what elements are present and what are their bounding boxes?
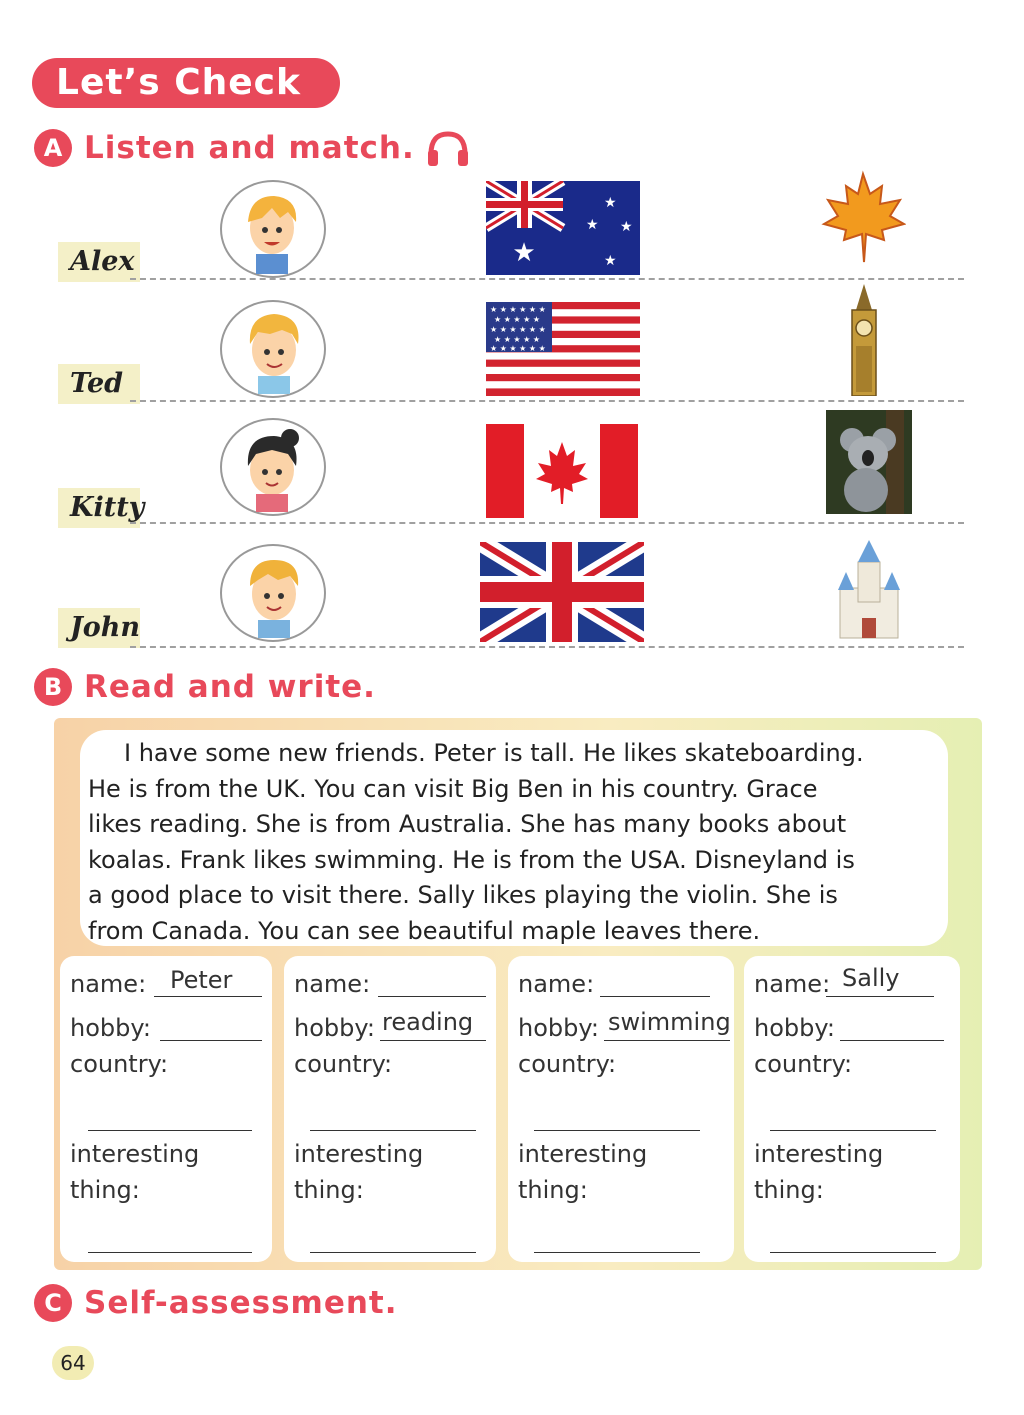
country-label: country: (294, 1050, 393, 1078)
svg-text:★ ★ ★ ★ ★ ★: ★ ★ ★ ★ ★ ★ (490, 344, 546, 353)
page-number: 64 (52, 1346, 94, 1380)
svg-text:★ ★ ★ ★ ★: ★ ★ ★ ★ ★ (494, 315, 541, 324)
name-tag-alex: Alex (58, 242, 140, 282)
hobby-label: hobby: (754, 1014, 835, 1042)
friend-card-4 (744, 956, 960, 1262)
svg-text:★: ★ (604, 195, 617, 211)
svg-text:★: ★ (586, 217, 599, 233)
usa-flag-icon[interactable] (486, 302, 640, 396)
match-row-divider (130, 646, 964, 648)
passage-line: from Canada. You can see beautiful maple leaves there. (88, 916, 761, 945)
interesting-thing-label-2: thing: (70, 1176, 140, 1204)
country-label: country: (70, 1050, 169, 1078)
name-label: name: (294, 970, 371, 998)
name-tag-ted: Ted (58, 364, 140, 404)
name-value[interactable]: Sally (842, 964, 900, 992)
friend-card-1 (60, 956, 272, 1262)
interesting-thing-label-2: thing: (754, 1176, 824, 1204)
name-label: name: (518, 970, 595, 998)
name-label: name: (70, 970, 147, 998)
section-a-heading (34, 128, 471, 168)
match-row-divider (130, 278, 964, 280)
passage-line: He is from the UK. You can visit Big Ben in his country. Grace (88, 774, 818, 803)
passage-line: a good place to visit there. Sally likes playing the violin. She is (88, 881, 838, 909)
hobby-answer-line[interactable] (160, 1040, 262, 1041)
name-answer-line[interactable] (154, 996, 262, 997)
section-a-letter: A (34, 129, 72, 167)
interesting-thing-label: interesting (754, 1140, 884, 1168)
section-a-title: Listen and match. (84, 130, 415, 166)
boy-avatar-ted (220, 300, 326, 398)
interesting-thing-label: interesting (294, 1140, 424, 1168)
thing-answer-line[interactable] (88, 1252, 252, 1253)
country-answer-line[interactable] (534, 1130, 700, 1131)
headphones-icon[interactable] (425, 128, 471, 168)
svg-text:★: ★ (512, 238, 536, 268)
country-answer-line[interactable] (88, 1130, 252, 1131)
name-tag-john: John (58, 608, 140, 648)
section-b-heading (34, 668, 376, 706)
canada-flag-icon[interactable] (486, 424, 638, 518)
hobby-value[interactable]: reading (382, 1008, 474, 1036)
friend-card-3 (508, 956, 734, 1262)
match-row-divider (130, 522, 964, 524)
interesting-thing-label: interesting (518, 1140, 648, 1168)
interesting-thing-label: interesting (70, 1140, 200, 1168)
australia-flag-icon[interactable] (486, 181, 640, 275)
section-b-title: Read and write. (84, 669, 376, 705)
section-c-letter: C (34, 1284, 72, 1322)
uk-flag-icon[interactable] (480, 542, 644, 642)
name-answer-line[interactable] (378, 996, 486, 997)
name-answer-line[interactable] (600, 996, 710, 997)
country-label: country: (518, 1050, 617, 1078)
boy-avatar-alex (220, 180, 326, 278)
name-value[interactable]: Peter (170, 966, 233, 994)
passage-line: I have some new friends. Peter is tall. He likes skateboarding. (124, 739, 864, 767)
interesting-thing-label-2: thing: (294, 1176, 364, 1204)
maple-leaf-icon[interactable] (820, 170, 906, 264)
boy-avatar-john (220, 544, 326, 642)
hobby-value[interactable]: swimming (608, 1008, 731, 1036)
section-c-title: Self-assessment. (84, 1285, 398, 1321)
name-answer-line[interactable] (826, 996, 934, 997)
name-label: name: (754, 970, 831, 998)
page-title-banner: Let’s Check (32, 58, 340, 108)
hobby-answer-line[interactable] (840, 1040, 944, 1041)
hobby-answer-line[interactable] (380, 1040, 486, 1041)
svg-text:★: ★ (620, 219, 633, 235)
hobby-answer-line[interactable] (604, 1040, 730, 1041)
hobby-label: hobby: (294, 1014, 375, 1042)
svg-text:★ ★ ★ ★ ★: ★ ★ ★ ★ ★ (494, 335, 541, 344)
castle-icon[interactable] (826, 532, 912, 642)
thing-answer-line[interactable] (534, 1252, 700, 1253)
svg-text:★: ★ (604, 253, 617, 269)
thing-answer-line[interactable] (310, 1252, 476, 1253)
thing-answer-line[interactable] (770, 1252, 936, 1253)
girl-avatar-kitty (220, 418, 326, 516)
svg-text:★ ★ ★ ★ ★ ★: ★ ★ ★ ★ ★ ★ (490, 305, 546, 314)
match-row-divider (130, 400, 964, 402)
koala-icon[interactable] (826, 410, 912, 514)
hobby-label: hobby: (518, 1014, 599, 1042)
svg-text:★ ★ ★ ★ ★ ★: ★ ★ ★ ★ ★ ★ (490, 325, 546, 334)
reading-passage (80, 730, 948, 946)
section-c-heading (34, 1284, 398, 1322)
interesting-thing-label-2: thing: (518, 1176, 588, 1204)
country-answer-line[interactable] (310, 1130, 476, 1131)
section-b-letter: B (34, 668, 72, 706)
country-label: country: (754, 1050, 853, 1078)
hobby-label: hobby: (70, 1014, 151, 1042)
friend-card-2 (284, 956, 496, 1262)
name-tag-kitty: Kitty (58, 488, 140, 528)
passage-line: likes reading. She is from Australia. She has many books about (88, 810, 847, 838)
big-ben-icon[interactable] (844, 284, 884, 396)
country-answer-line[interactable] (770, 1130, 936, 1131)
passage-line: koalas. Frank likes swimming. He is from the USA. Disneyland is (88, 845, 855, 874)
